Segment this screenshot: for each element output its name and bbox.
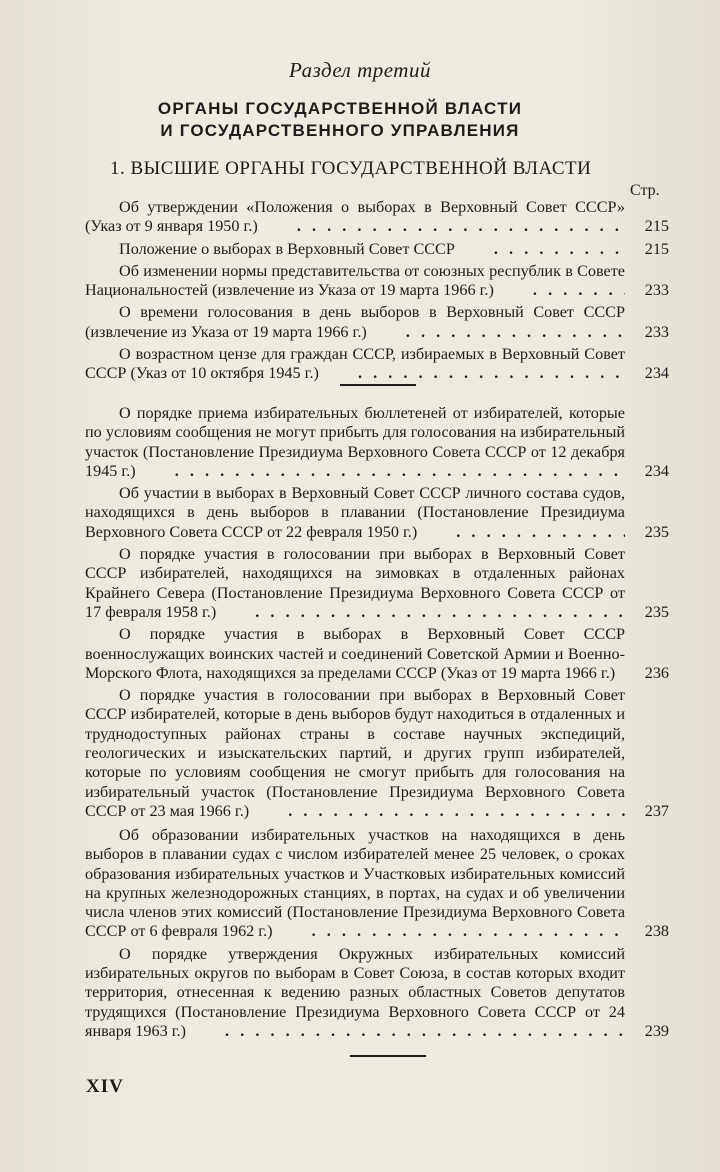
toc-entry-text: [85, 345, 625, 384]
toc-entry-text: [85, 945, 625, 1041]
toc-entry-text: [85, 404, 625, 481]
toc-entry-text: [85, 303, 625, 342]
toc-entry-title: О порядке участия в голосовании при выборах в Верховный Совет СССР избирателей, находящихся на зимовках в отдаленных районах Крайнего Севера (Постановление Президиума Верховного Совета СССР от 17 февраля 1958 г.) . .: [85, 545, 625, 621]
toc-entry-page: 238: [644, 922, 669, 941]
page-column-label: Стр.: [630, 182, 660, 199]
toc-entry-title: О порядке приема избирательных бюллетеней от избирателей, которые по условиям сообщения не могут прибыть для голосования на избирательный участок (Постановление Президиума Верховного Совета СССР от 12 декабря 1945 г.) . .: [85, 404, 625, 480]
main-heading: [140, 98, 540, 142]
toc-entry-title: Об участии в выборах в Верховный Совет СССР личного состава судов, находящихся в день выборов в плавании (Постановление Президиума Верховного Совета СССР от 22 февраля 1950 г.) . .: [85, 484, 625, 541]
toc-entry-page: 234: [644, 461, 669, 480]
toc-entry-title: О порядке утверждения Окружных избирательных комиссий избирательных округов по выборам в Совет Союза, в состав которых входит территория, отнесенная к ведению разных областных Советов депутатов трудящихся (Постановление Президиума Верховного Совета СССР от 24 января 1963 г.) . .: [85, 945, 625, 1040]
section-title: Раздел третий: [289, 58, 431, 82]
toc-entry[interactable]: [85, 303, 669, 342]
toc-entry[interactable]: [85, 484, 669, 542]
page-folio: XIV: [86, 1076, 124, 1097]
toc-entry-page: 235: [644, 522, 669, 541]
toc-entry-text: [85, 686, 625, 821]
toc-entry[interactable]: [85, 945, 669, 1041]
toc-entry-text: [85, 826, 625, 942]
toc-entry-page: 234: [644, 364, 669, 383]
toc-entry-page: 235: [644, 602, 669, 621]
toc-entry-page: 215: [644, 239, 669, 258]
toc-entry[interactable]: [85, 198, 669, 237]
toc-entry-title: О возрастном цензе для граждан СССР, избираемых в Верховный Совет СССР (Указ от 10 октября 1945 г.) . .: [85, 345, 625, 382]
toc-entry-text: [85, 240, 625, 259]
toc-entry[interactable]: [85, 826, 669, 942]
toc-entry-page: 215: [644, 217, 669, 236]
subheading: 1. ВЫСШИЕ ОРГАНЫ ГОСУДАРСТВЕННОЙ ВЛАСТИ: [110, 158, 592, 179]
toc-entry-title: О порядке участия в выборах в Верховный Совет СССР военнослужащих воинских частей и соединений Советской Армии и Военно-Морского Флота, находящихся за пределами СССР (Указ от 19 марта 1966 г.) . .: [85, 625, 625, 682]
divider: [340, 384, 416, 386]
toc-entry-title: Об изменении нормы представительства от союзных республик в Совете Национальностей (извлечение из Указа от 19 марта 1966 г.) . .: [85, 262, 625, 299]
toc-entry[interactable]: [85, 545, 669, 622]
toc-entry[interactable]: [85, 345, 669, 384]
toc-group: [85, 404, 669, 824]
toc-entry-title: Положение о выборах в Верховный Совет СССР . .: [119, 240, 455, 258]
toc-entry-text: [85, 198, 625, 237]
toc-entry-page: 239: [644, 1021, 669, 1040]
toc-entry-title: О порядке участия в голосовании при выборах в Верховный Совет СССР избирателей, которые в день выборов будут находиться в отдаленных и труднодоступных районах страны в составе научных экспедиций, геологических и изыскательских партий, и других групп избирателей, которые по условиям сообщения не смогут прибыть для голосования на избирательный участок (Постановление Президиума Верховного Совета СССР от 23 мая 1966 г.) . .: [85, 686, 625, 820]
toc-entry-title: Об образовании избирательных участков на находящихся в день выборов в плавании судах с числом избирателей менее 25 человек, о сроках образования избирательных участков и Участковых избирательных комиссий на крупных железнодорожных станциях, в портах, на судах и об увеличении числа членов этих комиссий (Постановление Президиума Верховного Совета СССР от 6 февраля 1962 г.) . .: [85, 826, 625, 940]
main-heading-line: ОРГАНЫ ГОСУДАРСТВЕННОЙ ВЛАСТИ: [157, 99, 523, 118]
toc-entry[interactable]: [85, 262, 669, 301]
toc-entry-text: [85, 545, 625, 622]
toc-entry[interactable]: [85, 625, 669, 683]
divider: [350, 1055, 426, 1057]
toc-entry-page: 233: [644, 322, 669, 341]
toc-entry-title: Об утверждении «Положения о выборах в Верховный Совет СССР» (Указ от 9 января 1950 г.) . .: [85, 198, 625, 235]
toc-entry[interactable]: [85, 240, 669, 259]
toc-entry-text: [85, 262, 625, 301]
toc-entry[interactable]: [85, 404, 669, 481]
toc-entry-page: 237: [644, 801, 669, 820]
main-heading-line: И ГОСУДАРСТВЕННОГО УПРАВЛЕНИЯ: [160, 121, 520, 140]
toc-group: [85, 198, 669, 387]
toc-entry[interactable]: [85, 686, 669, 821]
toc-group: [85, 826, 669, 1044]
toc-entry-page: 236: [644, 663, 669, 682]
toc-entry-page: 233: [644, 281, 669, 300]
toc-entry-text: [85, 484, 625, 542]
toc-entry-text: [85, 625, 625, 683]
toc-entry-title: О времени голосования в день выборов в Верховный Совет СССР (извлечение из Указа от 19 марта 1966 г.) . .: [85, 303, 625, 340]
